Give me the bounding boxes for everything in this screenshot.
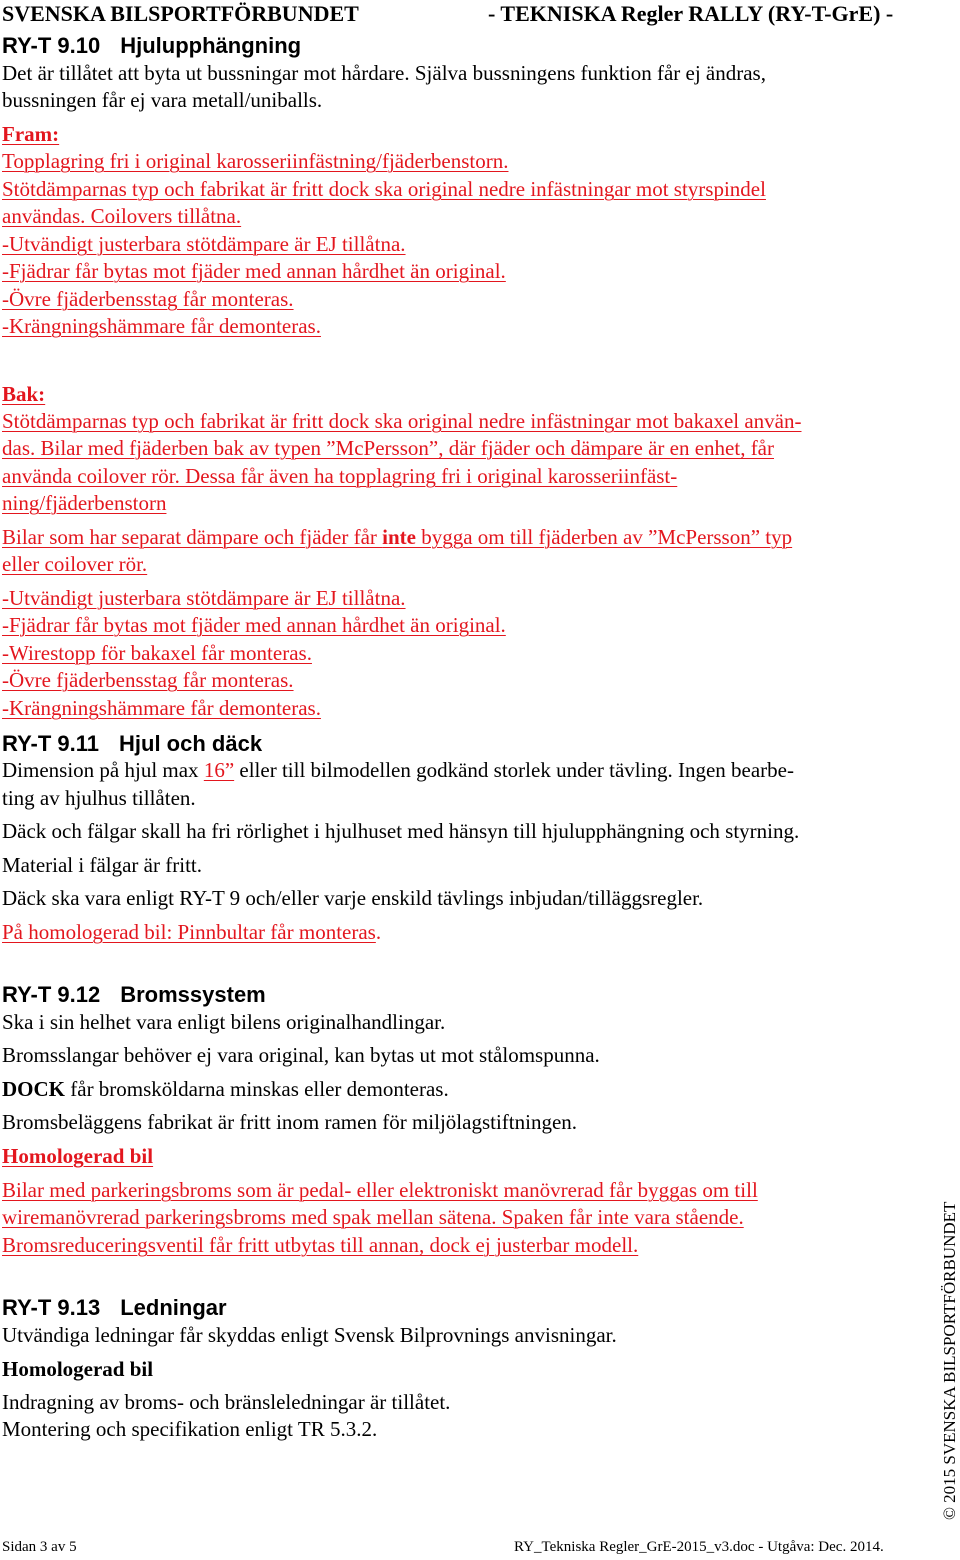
header-doc-title: - TEKNISKA Regler RALLY (RY-T-GrE) -: [488, 1, 894, 26]
homologated-line: wiremanövrerad parkeringsbroms med spak mellan sätena. Spaken får inte vara stående.: [2, 1205, 744, 1229]
fram-line: Topplagring fri i original karosseriinfästning/fjäderbenstorn.: [2, 149, 509, 173]
paragraph: Utvändiga ledningar får skyddas enligt Svensk Bilprovnings anvisningar.: [2, 1323, 617, 1347]
paragraph: Montering och specifikation enligt TR 5.3.2.: [2, 1417, 378, 1441]
homologated-line: Bromsreduceringsventil får fritt utbytas till annan, dock ej justerbar modell.: [2, 1233, 639, 1257]
paragraph: Bromsbeläggens fabrikat är fritt inom ramen för miljölagstiftningen.: [2, 1110, 578, 1134]
fram-line: -Övre fjäderbensstag får monteras.: [2, 287, 294, 311]
paragraph: Ska i sin helhet vara enligt bilens originalhandlingar.: [2, 1010, 446, 1034]
section-number: RY-T 9.12: [2, 982, 101, 1007]
fram-line: -Fjädrar får bytas mot fjäder med annan hårdhet än original.: [2, 259, 506, 283]
text: Dimension på hjul max: [2, 758, 204, 782]
paragraph: Bromsslangar behöver ej vara original, kan bytas ut mot stålomspunna.: [2, 1043, 600, 1067]
section-title: Hjulupphängning: [120, 33, 302, 58]
paragraph: Material i fälgar är fritt.: [2, 853, 202, 877]
bak-line: använda coilover rör. Dessa får även ha topplagring fri i original karosseriinfäst-: [2, 464, 678, 488]
paragraph: [2, 1076, 449, 1103]
section-number: RY-T 9.13: [2, 1295, 101, 1320]
header-org: SVENSKA BILSPORTFÖRBUNDET: [2, 1, 359, 26]
emphasis: DOCK: [2, 1077, 65, 1101]
section-9-13-heading: [2, 1294, 227, 1322]
section-9-12-heading: [2, 981, 266, 1009]
bak-text: bygga om till fjäderben av ”McPersson” typ: [415, 525, 793, 549]
paragraph: [2, 757, 794, 784]
paragraph: Däck ska vara enligt RY-T 9 och/eller varje enskild tävlings inbjudan/tilläggsregler.: [2, 886, 704, 910]
homologated-heading: Homologerad bil: [2, 1357, 154, 1381]
fram-line: användas. Coilovers tillåtna.: [2, 204, 242, 228]
page-number: Sidan 3 av 5: [2, 1539, 77, 1555]
section-9-10-heading: [2, 32, 301, 60]
paragraph: ting av hjulhus tillåten.: [2, 786, 196, 810]
bak-heading: Bak:: [2, 382, 46, 406]
paragraph: bussningen får ej vara metall/uniballs.: [2, 88, 323, 112]
bak-line: das. Bilar med fjäderben bak av typen ”McPersson”, där fjäder och dämpare är en enhet, får: [2, 436, 774, 460]
text: eller till bilmodellen godkänd storlek under tävling. Ingen bearbe-: [234, 758, 794, 782]
section-9-11-heading: [2, 730, 262, 758]
fram-line: -Krängningshämmare får demonteras.: [2, 314, 321, 338]
bak-line: eller coilover rör.: [2, 552, 148, 576]
section-number: RY-T 9.11: [2, 731, 100, 756]
wheel-size-max: 16”: [203, 758, 235, 782]
bak-line: Stötdämparnas typ och fabrikat är fritt dock ska original nedre infästningar mot bakaxel använ-: [2, 409, 802, 433]
fram-line: Stötdämparnas typ och fabrikat är fritt dock ska original nedre infästningar mot styrspindel: [2, 177, 766, 201]
section-title: Ledningar: [120, 1295, 227, 1320]
bak-line: -Fjädrar får bytas mot fjäder med annan hårdhet än original.: [2, 613, 506, 637]
paragraph: [2, 919, 381, 946]
document-filename: RY_Tekniska Regler_GrE-2015_v3.doc - Utgåva: Dec. 2014.: [514, 1539, 884, 1555]
paragraph: Däck och fälgar skall ha fri rörlighet i hjulhuset med hänsyn till hjulupphängning och styrning.: [2, 819, 800, 843]
paragraph: Indragning av broms- och bränsleledningar är tillåtet.: [2, 1390, 451, 1414]
homologated-heading: Homologerad bil: [2, 1144, 154, 1168]
fram-line: -Utvändigt justerbara stötdämpare är EJ tillåtna.: [2, 232, 406, 256]
homologated-line: Bilar med parkeringsbroms som är pedal- eller elektroniskt manövrerad får byggas om till: [2, 1178, 758, 1202]
bak-line: -Wirestopp för bakaxel får monteras.: [2, 641, 312, 665]
bak-text: Bilar som har separat dämpare och fjäder får: [2, 525, 383, 549]
fram-heading: Fram:: [2, 122, 60, 146]
bak-emphasis: inte: [382, 525, 416, 549]
bak-line: -Krängningshämmare får demonteras.: [2, 696, 321, 720]
text: får bromsköldarna minskas eller demonteras.: [65, 1077, 449, 1101]
copyright-vertical: © 2015 SVENSKA BILSPORTFÖRBUNDET: [940, 1201, 959, 1520]
homologated-note: På homologerad bil: Pinnbultar får monteras: [2, 920, 376, 944]
section-title: Hjul och däck: [119, 731, 263, 756]
section-title: Bromssystem: [120, 982, 266, 1007]
bak-line: [2, 524, 792, 551]
paragraph: Det är tillåtet att byta ut bussningar mot hårdare. Själva bussningens funktion får ej ändras,: [2, 61, 766, 85]
text: .: [375, 920, 382, 944]
section-number: RY-T 9.10: [2, 33, 101, 58]
bak-line: ning/fjäderbenstorn: [2, 491, 167, 515]
bak-line: -Övre fjäderbensstag får monteras.: [2, 668, 294, 692]
bak-line: -Utvändigt justerbara stötdämpare är EJ tillåtna.: [2, 586, 406, 610]
